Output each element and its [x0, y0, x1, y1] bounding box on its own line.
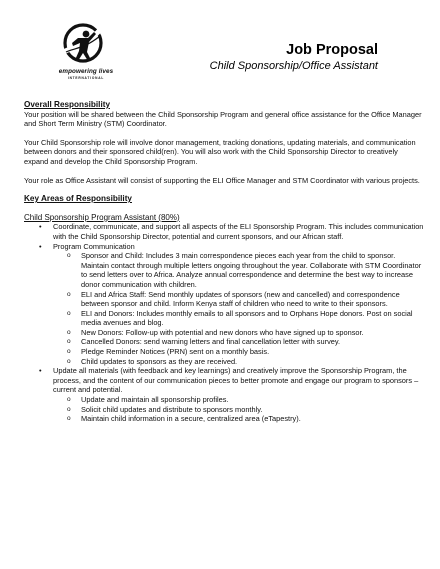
list-item: • Program Communication o Sponsor and Child: Includes 3 main correspondence pieces each year from the child to sponsor. Maintain contact through multiple letters ongoing throughout the year. Collaborate with STM Coordinator to send letters over to Africa. Analyze annual correspondence and determine the best way to increase donor communication with children. o ELI and Africa Staff: Send monthly updates of sponsors (new and cancelled) and correspondence between sponsor and child. Inform Kenya staff of children who need to write to their sponsors. o ELI and Donors: Includes monthly emails to all sponsors and to Orphans Hope donors. Post on social media avenues and blog. o New Donors: Follow-up with potential and new donors who have signed up to sponsor. o Cancelled Donors: send warning letters and final cancellation letter with survey. o Pledge Reminder Notices (PRN) sent on a monthly basis. o Child updates to sponsors as they are received.	[24, 242, 424, 367]
list-item: o Cancelled Donors: send warning letters and final cancellation letter with survey.	[53, 337, 424, 347]
logo-org-name: empowering lives	[58, 68, 114, 75]
list-item: o Child updates to sponsors as they are received.	[53, 357, 424, 367]
overall-paragraph: Your position will be shared between the Child Sponsorship Program and general office assistance for the Office Manager and Short Term Ministry (STM) Coordinator.	[24, 109, 422, 129]
overall-paragraph: Your role as Office Assistant will consist of supporting the ELI Office Manager and STM Coordinator with various projects.	[24, 175, 420, 185]
overall-paragraph: Your Child Sponsorship role will involve donor management, tracking donations, updating materials, and communication between donors and their sponsored child(ren). You will also work with the Child Sponsorship Director to creatively expand and develop the Child Sponsorship Program.	[24, 137, 416, 166]
document-subtitle: Child Sponsorship/Office Assistant	[209, 60, 378, 72]
key-areas-heading: Key Areas of Responsibility	[24, 194, 132, 204]
document-title: Job Proposal	[286, 42, 378, 58]
organization-logo	[50, 22, 122, 90]
responsibility-list	[24, 222, 424, 423]
section-title: Child Sponsorship Program Assistant (80%)	[24, 212, 180, 222]
list-item: o Solicit child updates and distribute to sponsors monthly.	[53, 405, 424, 415]
communication-sublist	[53, 251, 424, 366]
document-body	[24, 100, 424, 424]
logo-org-sub: INTERNATIONAL	[67, 76, 105, 80]
list-item: o Update and maintain all sponsorship profiles.	[53, 395, 424, 405]
update-sublist	[53, 395, 424, 424]
list-item: o ELI and Africa Staff: Send monthly updates of sponsors (new and cancelled) and correspondence between sponsor and child. Inform Kenya staff of children who need to write to their sponsors.	[53, 290, 424, 309]
list-item: o Sponsor and Child: Includes 3 main correspondence pieces each year from the child to sponsor. Maintain contact through multiple letters ongoing throughout the year. Collaborate with STM Coordinator to send letters over to Africa. Analyze annual correspondence and determine the best way to increase donor communication with children.	[53, 251, 424, 289]
overall-responsibility-heading: Overall Responsibility	[24, 100, 110, 109]
list-item: o ELI and Donors: Includes monthly emails to all sponsors and to Orphans Hope donors. Post on social media avenues and blog.	[53, 309, 424, 328]
list-item: o Pledge Reminder Notices (PRN) sent on a monthly basis.	[53, 347, 424, 357]
empowering-lives-emblem	[60, 22, 106, 68]
list-item: • Update all materials (with feedback and key learnings) and creatively improve the Sponsorship Program, the process, and the content of our communication pieces to better promote and engage our program to sponsors – current and potential. o Update and maintain all sponsorship profiles. o Solicit child updates and distribute to sponsors monthly. o Maintain child information in a secure, centralized area (eTapestry).	[24, 366, 424, 424]
list-item: • Coordinate, communicate, and support all aspects of the ELI Sponsorship Program. This includes communication with the Child Sponsorship Director, potential and current sponsors, and our African staff.	[24, 222, 424, 241]
list-item: o Maintain child information in a secure, centralized area (eTapestry).	[53, 414, 424, 424]
list-item: o New Donors: Follow-up with potential and new donors who have signed up to sponsor.	[53, 328, 424, 338]
